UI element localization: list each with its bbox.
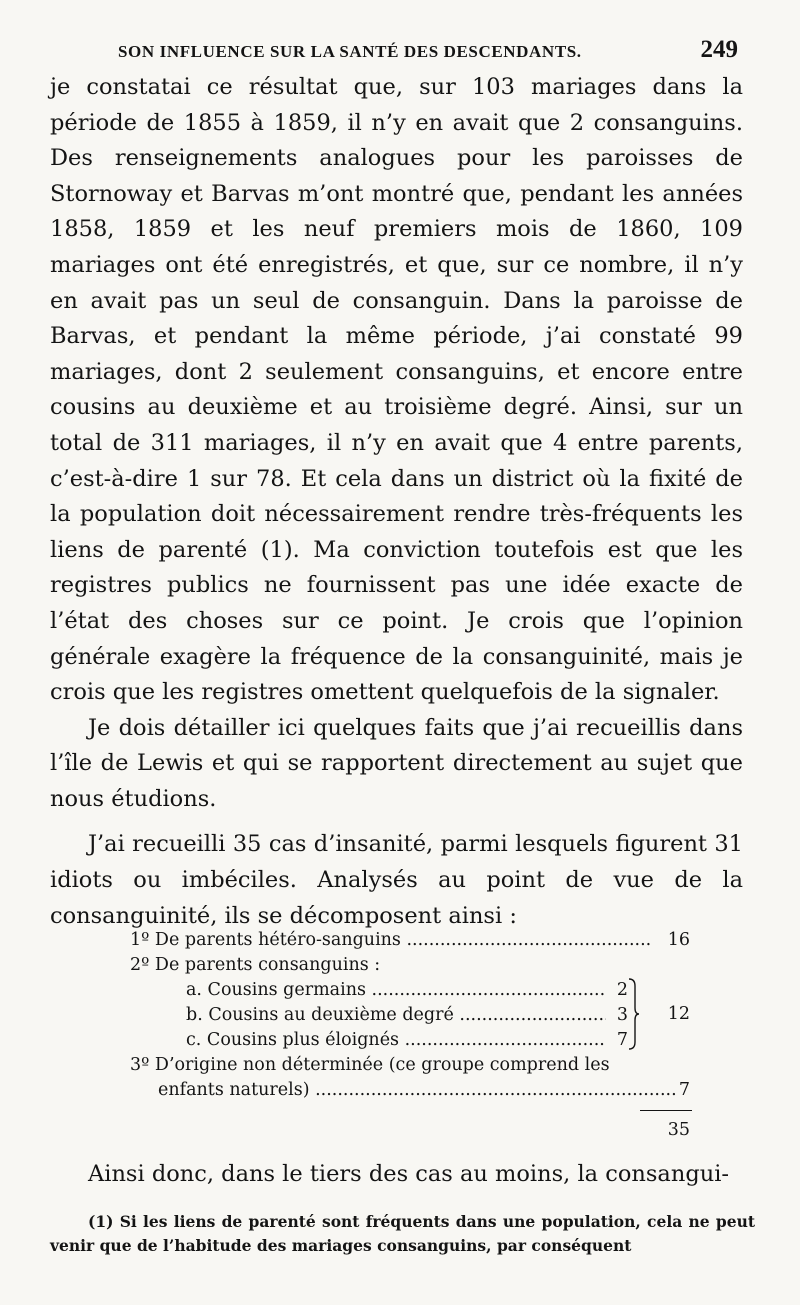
brace-icon: [628, 978, 640, 1050]
row-value: 3: [616, 1005, 628, 1025]
paragraph-1: je constatai ce résultat que, sur 103 mariages dans la période de 1855 à 1859, il n’y en avait que 2 consanguins. Des renseignements analogues pour les paroisses de Stornoway et Barvas m’ont montré que, pendant les années 1858, 1859 et les neuf premiers mois de 1860, 109 mariages ont été enregistrés, et que, sur ce nombre, il n’y en avait pas un seul de consanguin. Dans la paroisse de Barvas, et pendant la même période, j’ai constaté 99 mariages, dont 2 seulement consanguins, et encore entre cousins au deuxième et au troisième degré. Ainsi, sur un total de 311 mariages, il n’y en avait que 4 entre parents, c’est-à-dire 1 sur 78. Et cela dans un district où la fixité de la population doit nécessairement rendre très-fréquents les liens de parenté (1). Ma conviction toutefois est que les registres publics ne fournissent pas une idée exacte de l’état des choses sur ce point. Je crois que l’opinion générale exagère la fréquence de la consanguinité, mais je crois que les registres omettent quelquefois de la signaler.: [50, 74, 743, 706]
body-text: [50, 70, 743, 934]
table-row: [50, 1053, 743, 1078]
cases-table: [50, 928, 743, 1140]
row-label: enfants naturels) .....: [158, 1078, 678, 1103]
total-rule: [640, 1110, 692, 1111]
page-number: 249: [700, 36, 738, 63]
row-value: 7: [616, 1030, 628, 1050]
running-title: SON INFLUENCE SUR LA SANTÉ DES DESCENDANTS.: [118, 42, 582, 61]
footnote: (1) Si les liens de parenté sont fréquents dans une population, cela ne peut venir que de l’habitude des mariages consanguins, par conséquent: [50, 1212, 755, 1255]
total-value: 35: [667, 1120, 690, 1140]
row-label: a. Cousins germains .....: [186, 978, 606, 1003]
row-label: c. Cousins plus éloignés .....: [186, 1028, 606, 1053]
paragraph-2: Je dois détailler ici quelques faits que j’ai recueillis dans l’île de Lewis et qui se rapportent directement au sujet que nous étudions.: [50, 714, 743, 812]
page-header: [118, 36, 738, 64]
row-label: b. Cousins au deuxième degré .....: [186, 1003, 606, 1028]
paragraph-3: J’ai recueilli 35 cas d’insanité, parmi lesquels figurent 31 idiots ou imbéciles. Analysés au point de vue de la consanguinité, ils se décomposent ainsi :: [50, 831, 743, 929]
row-label: 3º D’origine non déterminée (ce groupe comprend les: [130, 1055, 610, 1075]
table-row: [50, 953, 743, 978]
row-value: 7: [678, 1080, 690, 1100]
row-value: 16: [667, 930, 690, 950]
row-value: 2: [616, 980, 628, 1000]
table-row: [50, 928, 743, 953]
paragraph-4: Ainsi donc, dans le tiers des cas au moins, la consangui-: [88, 1161, 730, 1187]
row-label: 2º De parents consanguins :: [130, 955, 381, 975]
table-row: [50, 1078, 743, 1103]
row-label: 1º De parents hétéro-sanguins .....: [130, 928, 650, 953]
subtotal-value: 12: [667, 1004, 690, 1024]
